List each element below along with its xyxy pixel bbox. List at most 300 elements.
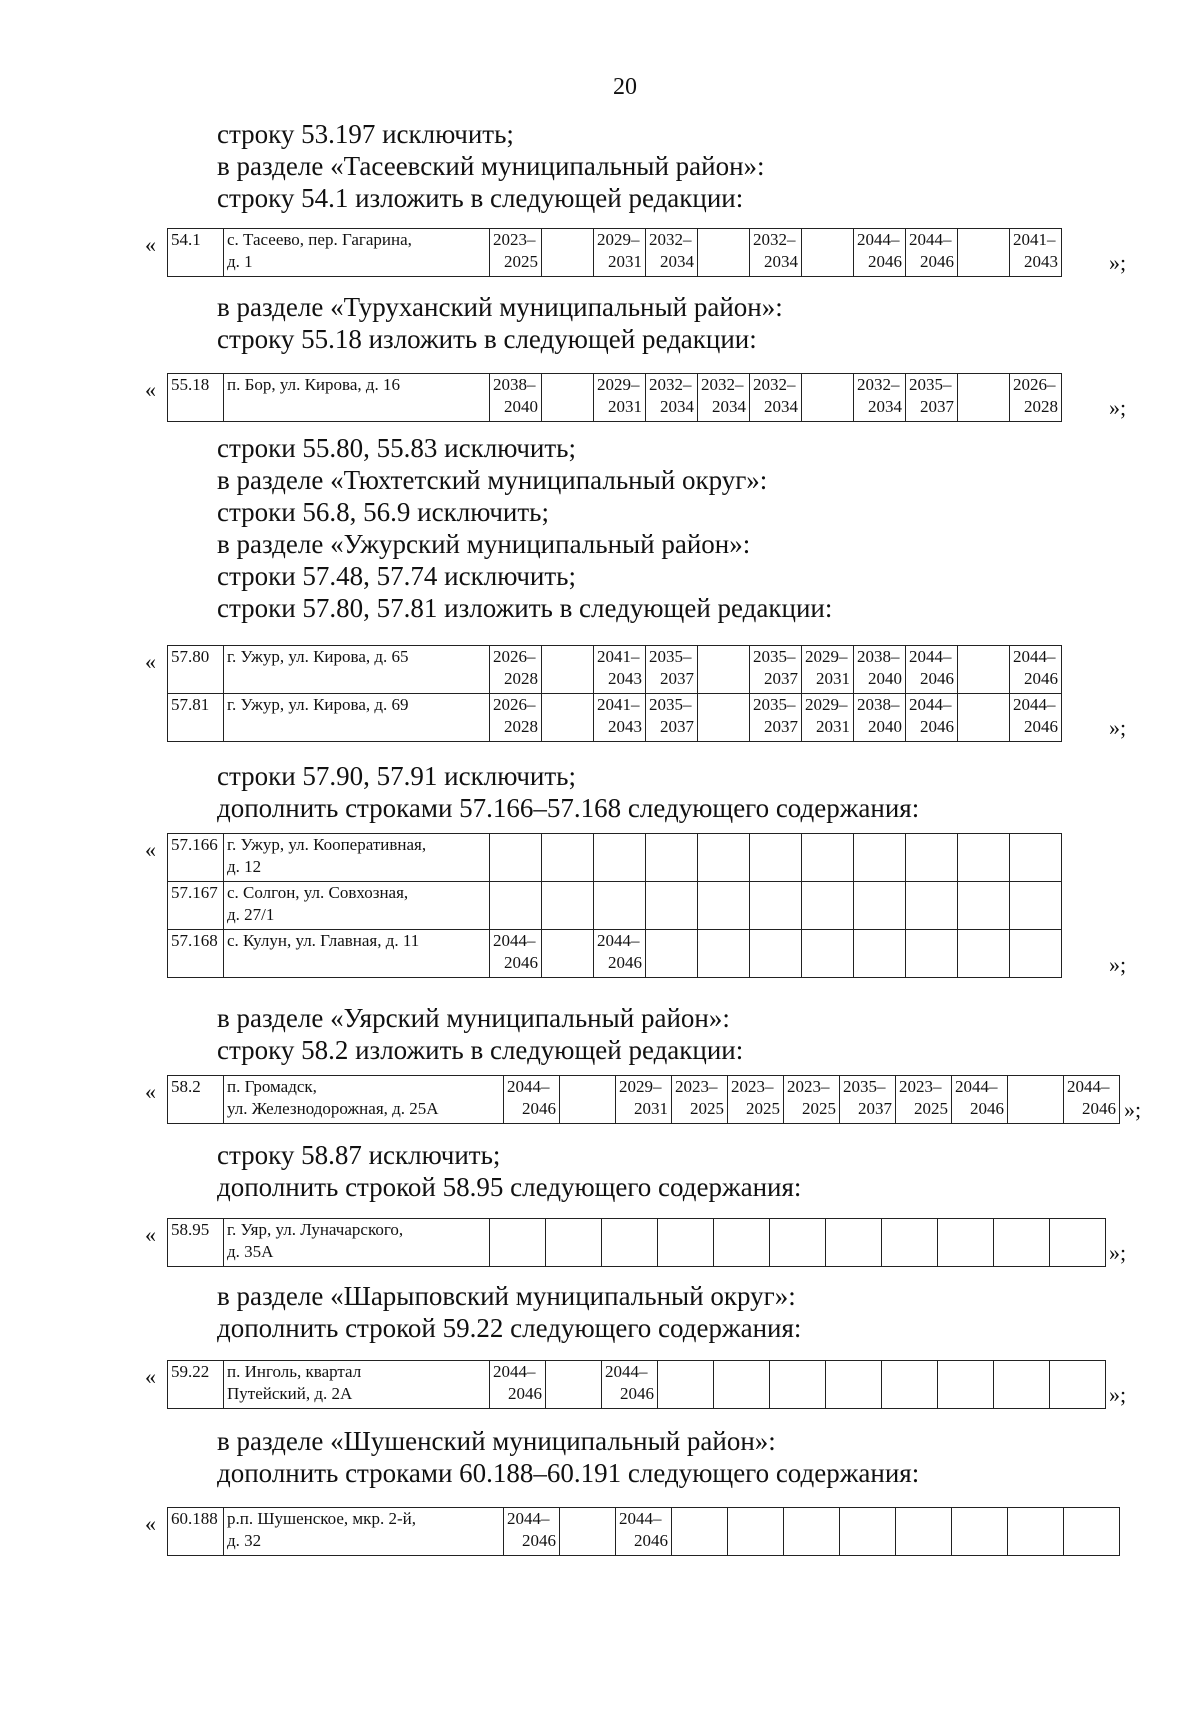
period-cell [1010,882,1062,930]
period-cell [938,1219,994,1267]
period-cell [542,834,594,882]
period-cell [490,882,542,930]
text-line: в разделе «Тасеевский муниципальный район»: [217,151,765,181]
period-start: 2044– [909,695,952,714]
text-line: строки 57.80, 57.81 изложить в следующей редакции: [217,593,833,623]
close-quote: »; [1109,395,1127,420]
period-cell [826,1219,882,1267]
period-start: 2029– [597,230,640,249]
period-cell [994,1361,1050,1409]
period-cell [1008,1508,1064,1556]
row-number: 54.1 [168,229,224,277]
period-end: 2046 [504,953,538,972]
text-line: дополнить строкой 58.95 следующего содержания: [217,1172,802,1202]
address-cell [224,1508,504,1556]
period-start: 2023– [899,1077,942,1096]
period-start: 2029– [597,375,640,394]
period-cell [896,1508,952,1556]
period-start: 2023– [493,230,536,249]
period-cell [802,834,854,882]
period-start: 2032– [649,230,692,249]
period-cell [1050,1219,1106,1267]
address-cell [224,1361,490,1409]
period-cell [784,1508,840,1556]
period-start: 2044– [597,931,640,950]
address-line: д. 35А [227,1242,274,1261]
period-end: 2034 [764,252,798,271]
period-cell [854,834,906,882]
period-end: 2034 [660,397,694,416]
period-cell [594,646,646,694]
period-cell [490,1219,546,1267]
period-start: 2035– [753,695,796,714]
text-block-5 [217,1002,743,1066]
period-end: 2028 [504,717,538,736]
open-quote: « [145,837,156,862]
row-number: 55.18 [168,374,224,422]
period-cell [906,646,958,694]
period-cell [542,882,594,930]
period-cell [542,229,594,277]
address-line [227,396,486,418]
text-line: дополнить строками 57.166–57.168 следующего содержания: [217,793,920,823]
period-cell [784,1076,840,1124]
period-cell [594,694,646,742]
period-start: 2026– [1013,375,1056,394]
address-line: д. 32 [227,1531,262,1550]
address-line: п. Бор, ул. Кирова, д. 16 [227,375,401,394]
text-line: строки 57.90, 57.91 исключить; [217,761,576,791]
period-cell [490,694,542,742]
period-cell [1010,694,1062,742]
text-block-4 [217,760,919,824]
data-table [167,645,1062,742]
period-cell [958,930,1010,978]
period-end: 2028 [504,669,538,688]
table-row [168,374,1062,422]
period-end: 2046 [920,669,954,688]
period-cell [658,1361,714,1409]
period-start: 2032– [753,230,796,249]
close-quote: »; [1109,1382,1127,1407]
period-cell [698,229,750,277]
period-cell [546,1219,602,1267]
period-cell [728,1508,784,1556]
period-cell [750,834,802,882]
address-line [227,668,486,690]
text-line: строки 55.80, 55.83 исключить; [217,433,576,463]
period-cell [958,834,1010,882]
text-line: в разделе «Шушенский муниципальный район»: [217,1426,776,1456]
page-number: 20 [613,74,637,100]
period-cell [770,1219,826,1267]
period-cell [490,1361,546,1409]
row-number: 59.22 [168,1361,224,1409]
table-row [168,1219,1106,1267]
data-table [167,1218,1106,1267]
close-quote: »; [1109,1240,1127,1265]
open-quote: « [145,1222,156,1247]
period-cell [882,1219,938,1267]
period-end: 2046 [920,717,954,736]
row-number: 60.188 [168,1508,224,1556]
open-quote: « [145,649,156,674]
period-cell [728,1076,784,1124]
address-line: с. Кулун, ул. Главная, д. 11 [227,931,420,950]
period-cell [958,882,1010,930]
period-cell [542,374,594,422]
address-line: ул. Железнодорожная, д. 25А [227,1099,439,1118]
period-cell [1010,930,1062,978]
period-cell [646,646,698,694]
close-quote: »; [1109,250,1127,275]
period-cell [840,1076,896,1124]
address-cell [224,1076,504,1124]
text-line: в разделе «Туруханский муниципальный район»: [217,292,783,322]
close-quote: »; [1109,715,1127,740]
address-cell [224,374,490,422]
text-line: строку 58.2 изложить в следующей редакции: [217,1035,744,1065]
text-block-8 [217,1425,919,1489]
close-quote: »; [1124,1097,1142,1122]
period-cell [802,694,854,742]
period-start: 2023– [731,1077,774,1096]
period-end: 2046 [868,252,902,271]
address-line: р.п. Шушенское, мкр. 2-й, [227,1509,416,1528]
period-end: 2031 [816,669,850,688]
period-cell [546,1361,602,1409]
period-cell [698,930,750,978]
period-cell [906,930,958,978]
table-row [168,930,1062,978]
period-start: 2044– [1013,647,1056,666]
table-row [168,1361,1106,1409]
period-start: 2029– [619,1077,662,1096]
period-cell [1010,646,1062,694]
address-cell [224,646,490,694]
period-cell [750,229,802,277]
period-end: 2034 [764,397,798,416]
period-cell [616,1076,672,1124]
address-line: г. Ужур, ул. Кооперативная, [227,835,427,854]
period-end: 2046 [634,1531,668,1550]
period-cell [542,694,594,742]
open-quote: « [145,232,156,257]
period-end: 2025 [802,1099,836,1118]
period-cell [1050,1361,1106,1409]
address-line: г. Ужур, ул. Кирова, д. 69 [227,695,409,714]
period-cell [490,374,542,422]
period-cell [560,1076,616,1124]
period-cell [854,882,906,930]
table-row [168,834,1062,882]
period-end: 2040 [868,669,902,688]
period-start: 2032– [649,375,692,394]
period-end: 2034 [868,397,902,416]
text-line: строку 55.18 изложить в следующей редакции: [217,324,757,354]
period-start: 2044– [605,1362,648,1381]
period-start: 2041– [597,695,640,714]
period-start: 2032– [701,375,744,394]
period-cell [854,694,906,742]
period-end: 2031 [634,1099,668,1118]
period-end: 2046 [620,1384,654,1403]
period-end: 2025 [746,1099,780,1118]
text-line: строки 56.8, 56.9 исключить; [217,497,549,527]
period-start: 2044– [955,1077,998,1096]
text-block-7 [217,1280,801,1344]
period-start: 2044– [493,931,536,950]
row-number: 58.2 [168,1076,224,1124]
period-cell [672,1076,728,1124]
period-start: 2026– [493,695,536,714]
period-end: 2046 [522,1099,556,1118]
period-cell [560,1508,616,1556]
text-block-2 [217,291,783,355]
period-end: 2031 [608,252,642,271]
period-cell [594,229,646,277]
period-cell [854,374,906,422]
period-cell [698,646,750,694]
table-row [168,229,1062,277]
period-start: 2041– [1013,230,1056,249]
text-line: в разделе «Уярский муниципальный район»: [217,1003,730,1033]
period-cell [750,374,802,422]
open-quote: « [145,1364,156,1389]
period-start: 2035– [843,1077,886,1096]
text-block-1 [217,118,765,214]
address-cell [224,834,490,882]
period-start: 2044– [1013,695,1056,714]
address-line: д. 12 [227,857,262,876]
address-line: с. Тасеево, пер. Гагарина, [227,230,412,249]
address-line: г. Уяр, ул. Луначарского, [227,1220,404,1239]
period-start: 2026– [493,647,536,666]
period-cell [882,1361,938,1409]
period-end: 2037 [858,1099,892,1118]
open-quote: « [145,1511,156,1536]
close-quote: »; [1109,952,1127,977]
period-cell [698,694,750,742]
period-cell [906,229,958,277]
text-block-6 [217,1139,801,1203]
address-cell [224,882,490,930]
period-cell [854,229,906,277]
period-start: 2044– [507,1509,550,1528]
period-cell [616,1508,672,1556]
period-cell [542,930,594,978]
period-cell [1010,834,1062,882]
period-cell [1010,229,1062,277]
open-quote: « [145,377,156,402]
address-cell [224,1219,490,1267]
period-end: 2046 [1082,1099,1116,1118]
period-cell [714,1361,770,1409]
period-end: 2025 [504,252,538,271]
period-end: 2046 [1024,669,1058,688]
period-start: 2035– [649,695,692,714]
period-cell [594,374,646,422]
period-start: 2041– [597,647,640,666]
period-cell [490,834,542,882]
period-cell [646,694,698,742]
period-end: 2037 [660,717,694,736]
period-start: 2023– [675,1077,718,1096]
period-end: 2046 [970,1099,1004,1118]
period-start: 2044– [619,1509,662,1528]
period-cell [504,1508,560,1556]
period-cell [826,1361,882,1409]
text-line: в разделе «Ужурский муниципальный район»: [217,529,751,559]
period-end: 2028 [1024,397,1058,416]
period-start: 2035– [753,647,796,666]
period-end: 2031 [816,717,850,736]
period-cell [1064,1508,1120,1556]
period-cell [646,834,698,882]
period-cell [802,646,854,694]
period-start: 2029– [805,695,848,714]
text-line: в разделе «Шарыповский муниципальный округ»: [217,1281,796,1311]
text-block-3 [217,432,832,624]
address-line: г. Ужур, ул. Кирова, д. 65 [227,647,409,666]
period-cell [952,1076,1008,1124]
address-line: д. 27/1 [227,905,275,924]
period-cell [490,229,542,277]
period-start: 2035– [649,647,692,666]
row-number: 57.166 [168,834,224,882]
period-end: 2034 [660,252,694,271]
table-row [168,1076,1120,1124]
period-end: 2046 [1024,717,1058,736]
text-line: строку 58.87 исключить; [217,1140,501,1170]
row-number: 57.167 [168,882,224,930]
period-end: 2037 [920,397,954,416]
period-cell [646,229,698,277]
period-cell [802,930,854,978]
address-line [227,952,486,974]
period-end: 2046 [522,1531,556,1550]
row-number: 57.81 [168,694,224,742]
data-table [167,1507,1120,1556]
address-cell [224,930,490,978]
period-cell [938,1361,994,1409]
period-cell [854,646,906,694]
period-start: 2032– [857,375,900,394]
period-cell [602,1219,658,1267]
row-number: 58.95 [168,1219,224,1267]
period-cell [750,882,802,930]
period-cell [504,1076,560,1124]
period-cell [958,374,1010,422]
period-cell [490,930,542,978]
period-cell [698,374,750,422]
period-start: 2044– [857,230,900,249]
address-line: п. Инголь, квартал [227,1362,362,1381]
period-cell [658,1219,714,1267]
period-cell [958,694,1010,742]
period-cell [1008,1076,1064,1124]
row-number: 57.168 [168,930,224,978]
period-end: 2043 [608,717,642,736]
address-cell [224,229,490,277]
period-cell [594,882,646,930]
period-end: 2025 [914,1099,948,1118]
text-line: строки 57.48, 57.74 исключить; [217,561,576,591]
period-end: 2040 [504,397,538,416]
period-cell [714,1219,770,1267]
period-start: 2044– [507,1077,550,1096]
period-end: 2034 [712,397,746,416]
table-row [168,646,1062,694]
period-cell [672,1508,728,1556]
period-cell [840,1508,896,1556]
text-line: строку 53.197 исключить; [217,119,514,149]
period-start: 2029– [805,647,848,666]
period-end: 2025 [690,1099,724,1118]
data-table [167,373,1062,422]
data-table [167,1075,1120,1124]
period-end: 2043 [1024,252,1058,271]
period-cell [958,229,1010,277]
period-cell [906,834,958,882]
period-start: 2044– [1067,1077,1110,1096]
address-line: с. Солгон, ул. Совхозная, [227,883,409,902]
table-row [168,882,1062,930]
period-end: 2046 [608,953,642,972]
table-row [168,1508,1120,1556]
period-cell [490,646,542,694]
period-cell [952,1508,1008,1556]
period-end: 2031 [608,397,642,416]
data-table [167,833,1062,978]
period-start: 2035– [909,375,952,394]
period-start: 2044– [909,647,952,666]
period-cell [750,694,802,742]
address-line [227,716,486,738]
period-cell [802,882,854,930]
period-cell [770,1361,826,1409]
period-cell [994,1219,1050,1267]
period-start: 2032– [753,375,796,394]
period-start: 2044– [493,1362,536,1381]
row-number: 57.80 [168,646,224,694]
text-line: дополнить строкой 59.22 следующего содержания: [217,1313,802,1343]
period-cell [896,1076,952,1124]
period-cell [698,882,750,930]
period-start: 2044– [909,230,952,249]
text-line: в разделе «Тюхтетский муниципальный округ»: [217,465,768,495]
address-line: д. 1 [227,252,253,271]
period-cell [906,882,958,930]
period-cell [1064,1076,1120,1124]
period-cell [646,930,698,978]
period-start: 2038– [493,375,536,394]
period-cell [906,374,958,422]
period-end: 2037 [764,717,798,736]
text-line: строку 54.1 изложить в следующей редакции: [217,183,744,213]
open-quote: « [145,1079,156,1104]
period-end: 2037 [764,669,798,688]
address-line: Путейский, д. 2А [227,1384,353,1403]
address-cell [224,694,490,742]
period-end: 2046 [920,252,954,271]
period-cell [602,1361,658,1409]
period-start: 2023– [787,1077,830,1096]
period-cell [542,646,594,694]
period-cell [750,930,802,978]
table-row [168,694,1062,742]
period-start: 2038– [857,647,900,666]
